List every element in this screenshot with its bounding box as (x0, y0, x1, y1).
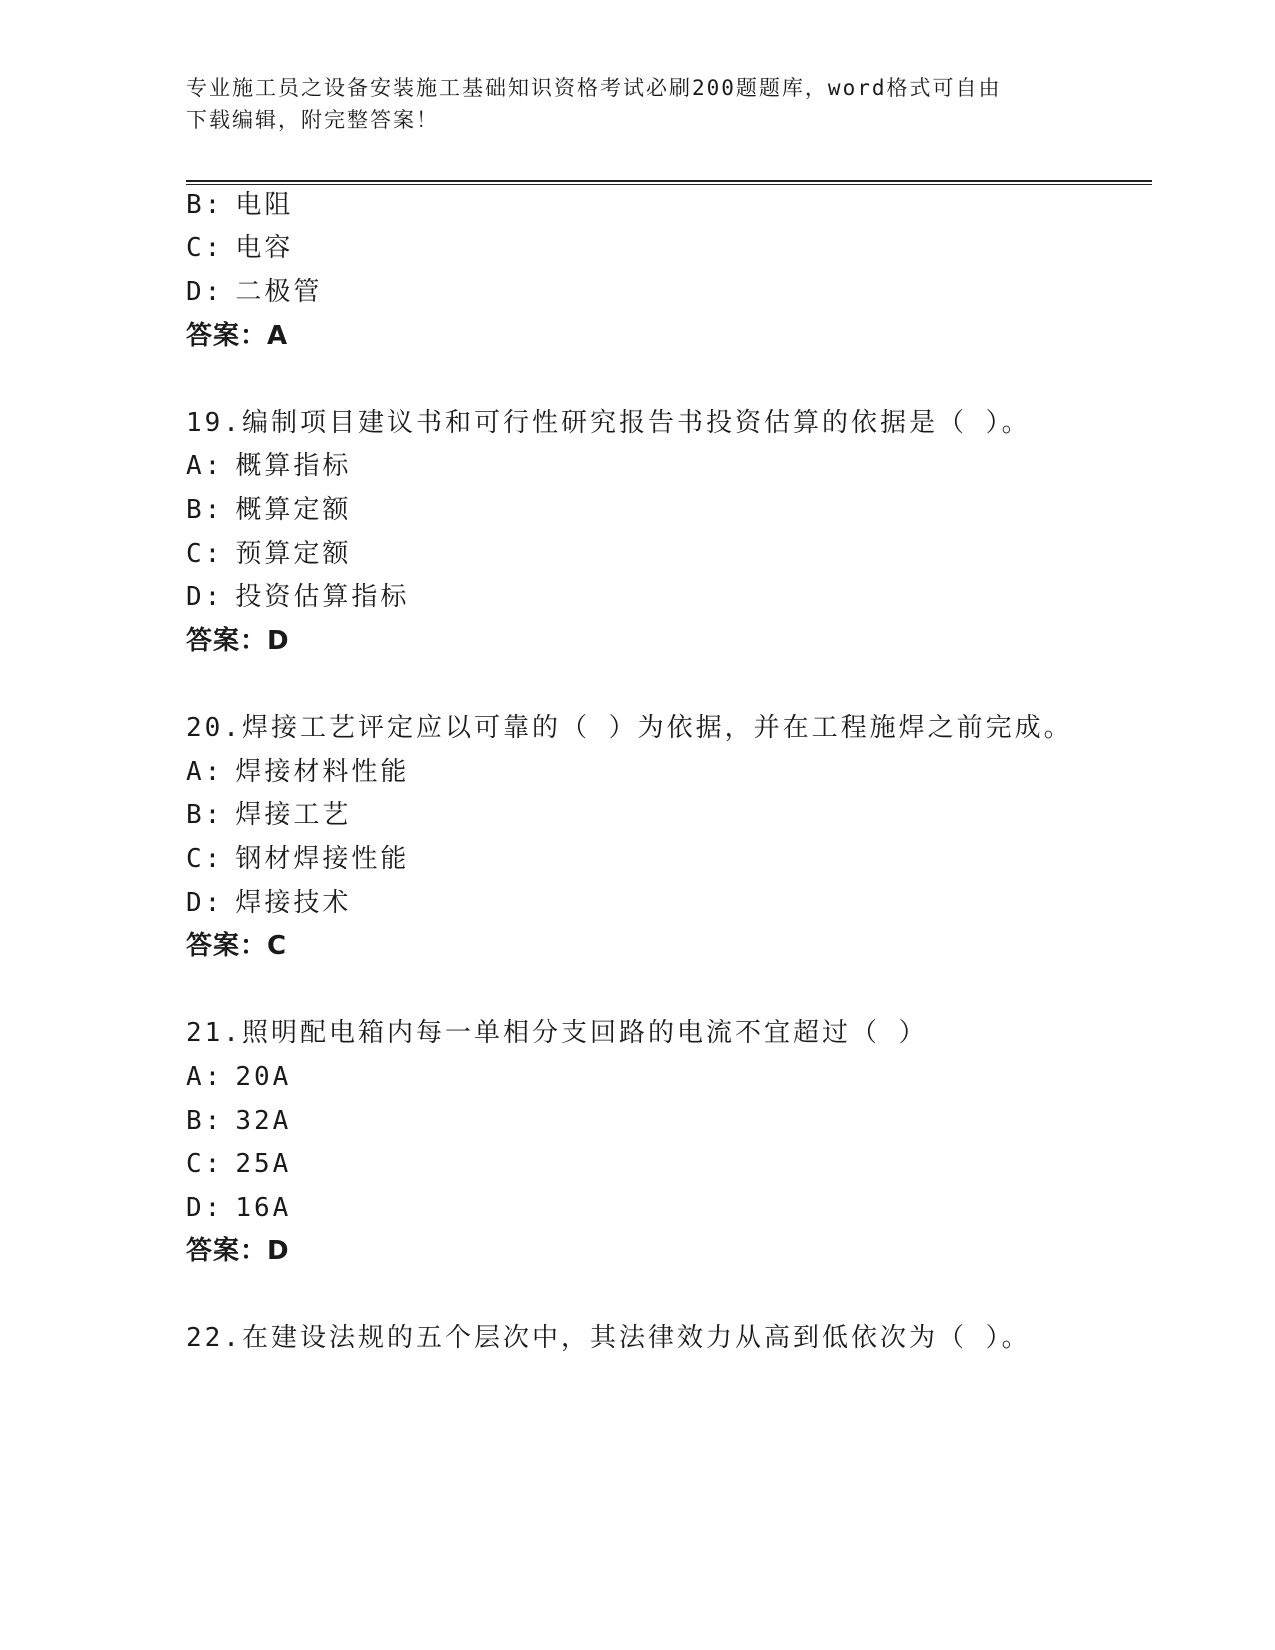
option-key: C: (186, 1149, 224, 1179)
option-key: B: (186, 800, 224, 830)
option-b (186, 188, 293, 222)
header-divider-thin (186, 184, 1152, 185)
option-c (186, 537, 351, 571)
header-divider-thick (186, 180, 1152, 182)
question-21: 21.照明配电箱内每一单相分支回路的电流不宜超过（ ） (186, 1018, 928, 1048)
question-22: 22.在建设法规的五个层次中，其法律效力从高到低依次为（ ）。 (186, 1323, 1031, 1353)
option-d (186, 886, 351, 920)
option-text: 概算定额 (235, 495, 352, 525)
option-key: C: (186, 233, 224, 263)
option-key: B: (186, 495, 224, 525)
option-b (186, 493, 351, 527)
header-line-2: 下载编辑，附完整答案！ (186, 108, 439, 132)
option-key: D: (186, 1193, 224, 1223)
option-text: 16A (235, 1193, 292, 1223)
question-19: 19.编制项目建议书和可行性研究报告书投资估算的依据是（ ）。 (186, 408, 1031, 438)
option-b (186, 798, 351, 832)
option-text: 电容 (235, 233, 294, 263)
answer-line: 答案：D (186, 1236, 290, 1266)
option-d (186, 580, 409, 614)
option-key: A: (186, 757, 224, 787)
option-key: B: (186, 190, 224, 220)
option-text: 投资估算指标 (235, 582, 410, 612)
option-key: D: (186, 582, 224, 612)
option-text: 电阻 (235, 190, 294, 220)
option-a (186, 755, 409, 789)
option-text: 焊接工艺 (235, 800, 352, 830)
answer-line: 答案：D (186, 626, 290, 656)
option-text: 预算定额 (235, 539, 352, 569)
option-text: 25A (235, 1149, 292, 1179)
option-key: B: (186, 1106, 224, 1136)
option-text: 二极管 (235, 277, 323, 307)
option-text: 20A (235, 1062, 292, 1092)
option-text: 焊接材料性能 (235, 757, 410, 787)
option-c (186, 231, 293, 265)
option-c (186, 1147, 291, 1181)
header-line-1: 专业施工员之设备安装施工基础知识资格考试必刷200题题库，word格式可自由 (186, 76, 1002, 100)
option-key: A: (186, 451, 224, 481)
option-d (186, 1191, 291, 1225)
option-text: 焊接技术 (235, 888, 352, 918)
option-text: 概算指标 (235, 451, 352, 481)
answer-line: 答案：A (186, 321, 289, 351)
option-text: 钢材焊接性能 (235, 844, 410, 874)
answer-line: 答案：C (186, 931, 288, 961)
option-key: C: (186, 844, 224, 874)
option-key: A: (186, 1062, 224, 1092)
option-c (186, 842, 409, 876)
option-b (186, 1104, 291, 1138)
document-header (186, 72, 1086, 136)
question-20: 20.焊接工艺评定应以可靠的（ ）为依据，并在工程施焊之前完成。 (186, 713, 1073, 743)
option-key: D: (186, 888, 224, 918)
option-d (186, 275, 322, 309)
option-key: D: (186, 277, 224, 307)
option-a (186, 449, 351, 483)
option-key: C: (186, 539, 224, 569)
option-a (186, 1060, 291, 1094)
option-text: 32A (235, 1106, 292, 1136)
